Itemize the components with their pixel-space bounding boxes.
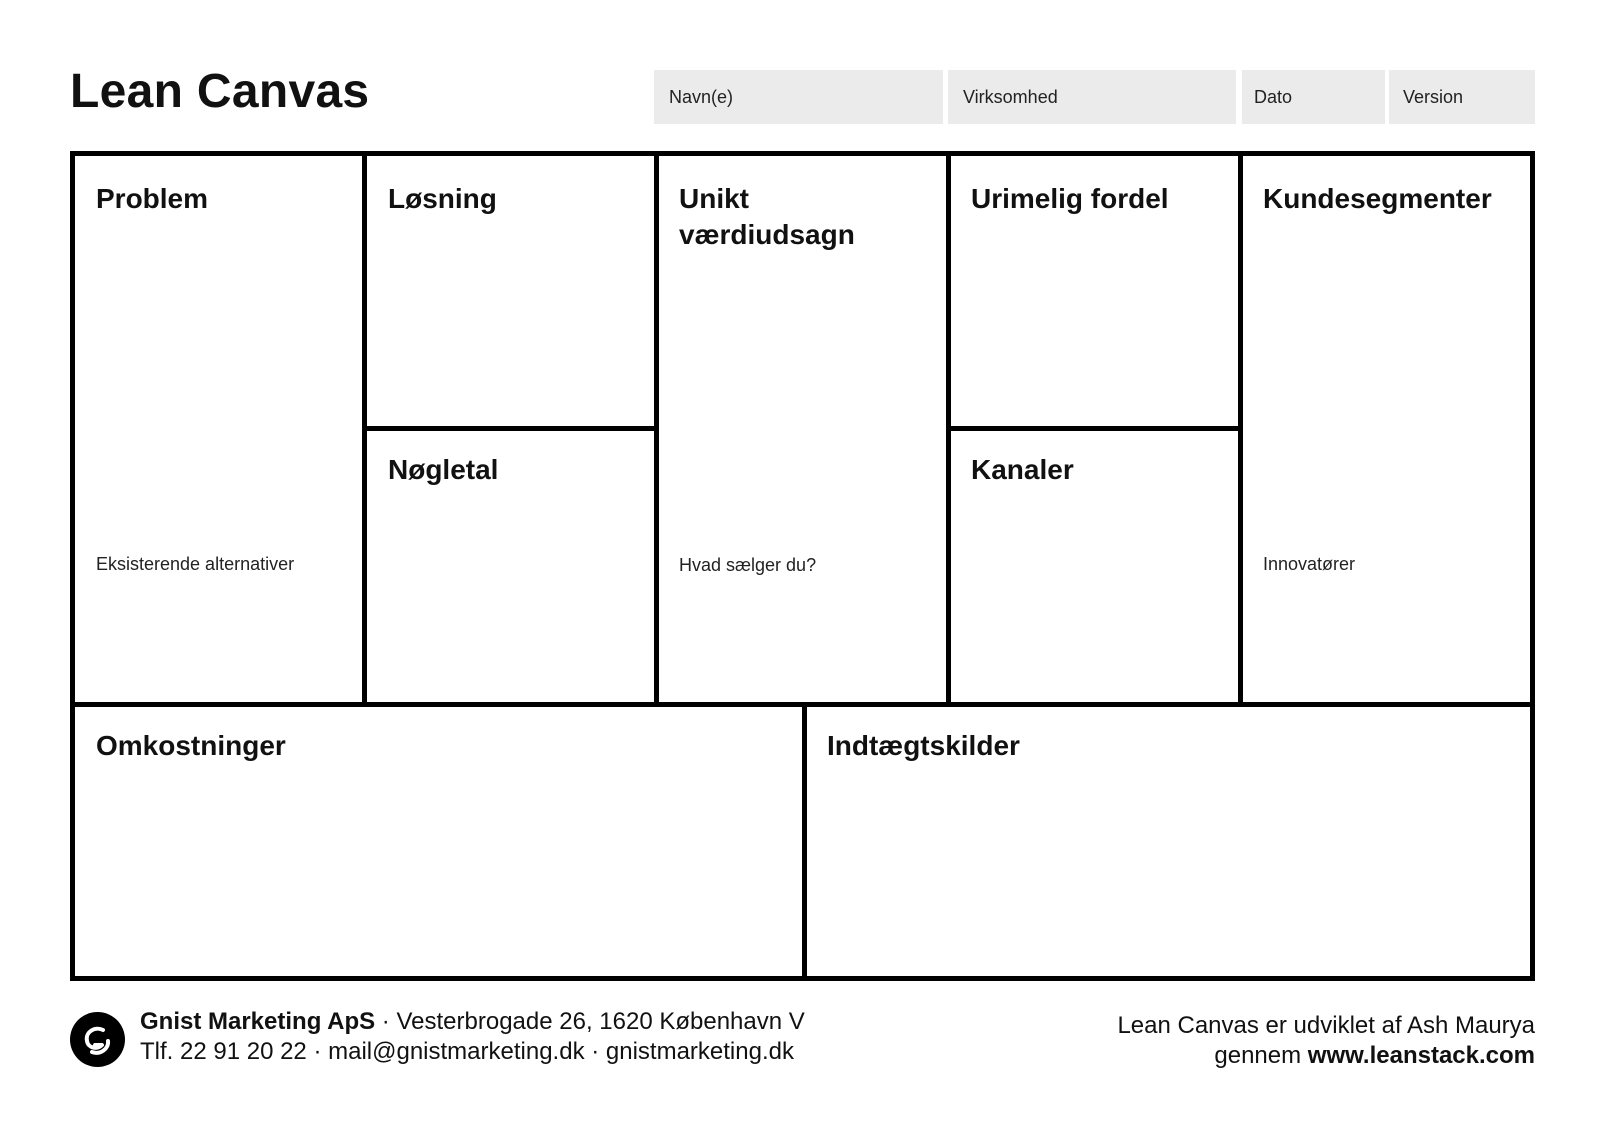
footer-credit bbox=[1117, 1011, 1535, 1071]
page-title: Lean Canvas bbox=[70, 65, 370, 118]
solution-title: Løsning bbox=[388, 183, 497, 214]
value-proposition-title-line1: Unikt bbox=[679, 183, 749, 214]
footer-address: · Vesterbrogade 26, 1620 København V bbox=[375, 1008, 805, 1035]
value-proposition-cell[interactable] bbox=[659, 156, 946, 702]
gnist-logo bbox=[70, 1012, 125, 1067]
unfair-advantage-cell[interactable] bbox=[951, 156, 1238, 426]
footer-company-info bbox=[140, 1007, 805, 1067]
date-field[interactable] bbox=[1242, 70, 1385, 124]
key-metrics-title: Nøgletal bbox=[388, 454, 499, 485]
value-proposition-hint: Hvad sælger du? bbox=[679, 555, 817, 575]
solution-cell[interactable] bbox=[367, 156, 654, 426]
channels-title: Kanaler bbox=[971, 454, 1074, 485]
key-metrics-cell[interactable] bbox=[367, 431, 654, 702]
unfair-advantage-title: Urimelig fordel bbox=[971, 183, 1169, 214]
cost-structure-title: Omkostninger bbox=[96, 730, 286, 761]
revenue-streams-cell[interactable] bbox=[807, 707, 1530, 976]
gnist-logo-icon bbox=[70, 1012, 125, 1067]
footer-contact-line: Tlf. 22 91 20 22 · mail@gnistmarketing.dk · gnistmarketing.dk bbox=[140, 1038, 794, 1065]
version-field[interactable] bbox=[1389, 70, 1535, 124]
footer-company-name: Gnist Marketing ApS bbox=[140, 1008, 376, 1035]
company-field[interactable] bbox=[948, 70, 1236, 124]
cost-structure-cell[interactable] bbox=[75, 707, 802, 976]
customer-segments-cell[interactable] bbox=[1243, 156, 1530, 702]
date-field-label: Dato bbox=[1254, 86, 1293, 107]
revenue-streams-title: Indtægtskilder bbox=[827, 730, 1020, 761]
leanstack-link[interactable]: www.leanstack.com bbox=[1307, 1042, 1535, 1069]
problem-cell[interactable] bbox=[75, 156, 362, 702]
value-proposition-title-line2: værdiudsagn bbox=[679, 219, 855, 250]
problem-title: Problem bbox=[96, 183, 209, 214]
lean-canvas-grid bbox=[70, 151, 1535, 981]
name-field-label: Navn(e) bbox=[669, 86, 734, 107]
name-field[interactable] bbox=[654, 70, 943, 124]
footer-credit-line1: Lean Canvas er udviklet af Ash Maurya bbox=[1117, 1012, 1535, 1039]
customer-segments-title: Kundesegmenter bbox=[1263, 183, 1492, 214]
footer-address-line bbox=[140, 1007, 805, 1037]
footer-credit-line2 bbox=[1117, 1041, 1535, 1071]
version-field-label: Version bbox=[1403, 86, 1464, 107]
channels-cell[interactable] bbox=[951, 431, 1238, 702]
customer-segments-hint: Innovatører bbox=[1263, 554, 1356, 574]
footer-credit-prefix: gennem bbox=[1214, 1042, 1308, 1069]
problem-hint: Eksisterende alternativer bbox=[96, 554, 295, 574]
company-field-label: Virksomhed bbox=[963, 86, 1058, 107]
